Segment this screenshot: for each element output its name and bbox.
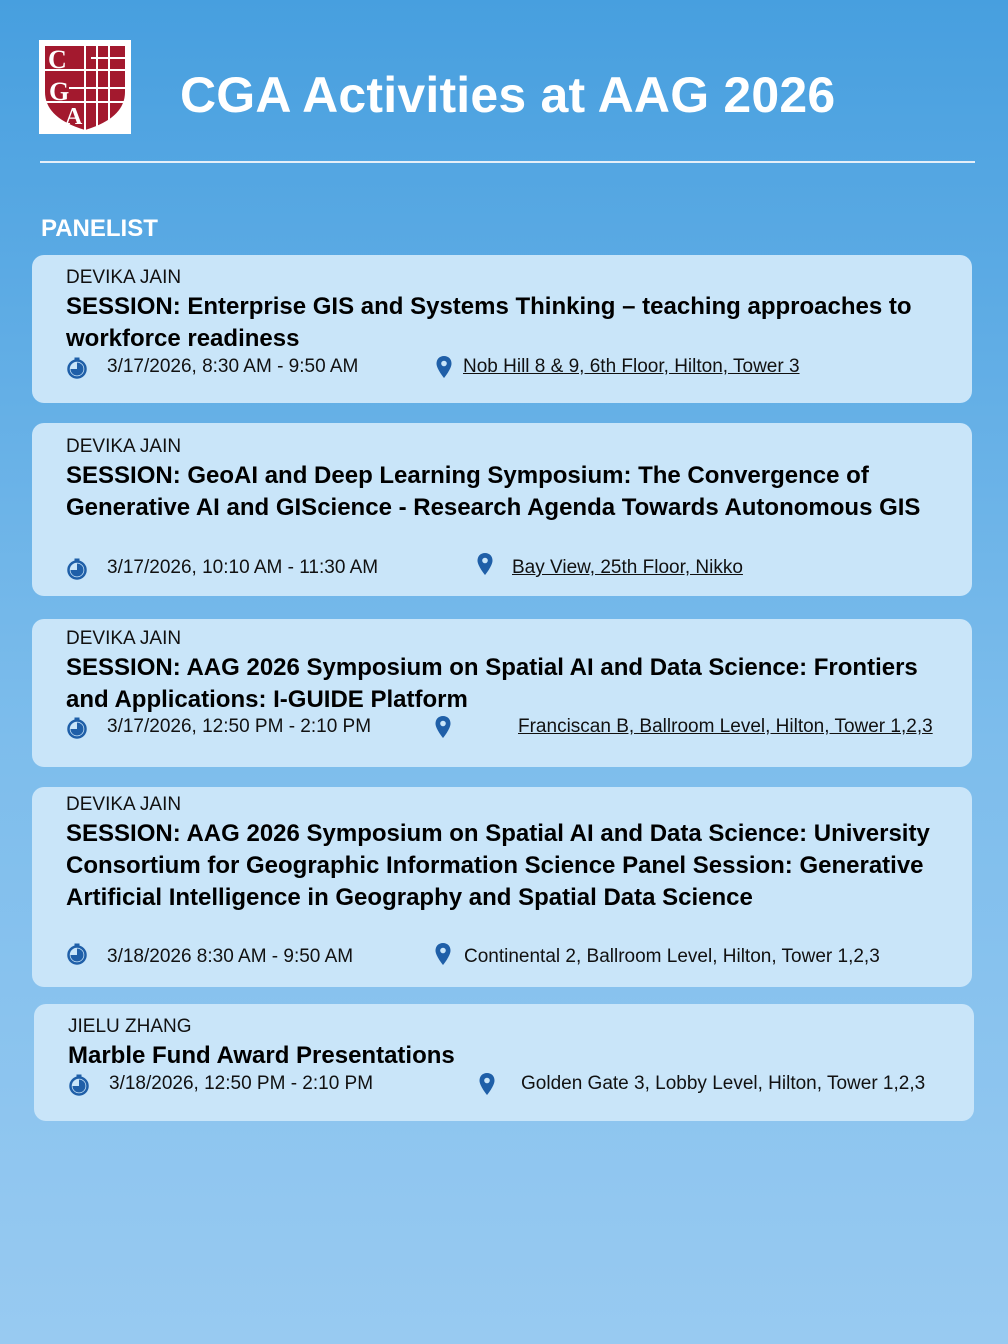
session-time: 3/17/2026, 10:10 AM - 11:30 AM	[107, 557, 379, 578]
panelist-name: DEVIKA JAIN	[66, 794, 182, 815]
location-pin-icon	[434, 942, 452, 966]
session-meta	[66, 355, 966, 381]
session-card	[32, 787, 972, 987]
session-time: 3/18/2026 8:30 AM - 9:50 AM	[107, 946, 354, 967]
session-meta	[68, 1072, 968, 1098]
clock-icon	[66, 558, 88, 580]
clock-icon	[66, 943, 88, 965]
session-location: Golden Gate 3, Lobby Level, Hilton, Tower 1,2,3	[521, 1073, 926, 1094]
session-title: SESSION: AAG 2026 Symposium on Spatial AI and Data Science: University Consortium for Geographic Information Science Panel Session: Generative Artificial Intelligence in Geography and Spatial Data Science	[66, 820, 930, 911]
session-meta	[66, 556, 966, 582]
session-location-link[interactable]: Nob Hill 8 & 9, 6th Floor, Hilton, Tower 3	[463, 356, 800, 377]
session-card	[32, 619, 972, 767]
session-time: 3/18/2026, 12:50 PM - 2:10 PM	[109, 1073, 374, 1094]
session-location-link[interactable]: Franciscan B, Ballroom Level, Hilton, Tower 1,2,3	[518, 716, 933, 737]
session-title: SESSION: Enterprise GIS and Systems Thinking – teaching approaches to workforce readiness	[66, 293, 912, 352]
session-time: 3/17/2026, 12:50 PM - 2:10 PM	[107, 716, 372, 737]
session-time: 3/17/2026, 8:30 AM - 9:50 AM	[107, 356, 359, 377]
location-pin-icon	[434, 715, 452, 739]
session-card	[32, 423, 972, 596]
session-card	[34, 1004, 974, 1121]
session-title: SESSION: GeoAI and Deep Learning Symposium: The Convergence of Generative AI and GIScience - Research Agenda Towards Autonomous GIS	[66, 462, 921, 521]
cga-logo	[39, 40, 131, 134]
logo-letter-a: A	[65, 104, 83, 130]
session-card	[32, 255, 972, 403]
logo-letter-c: C	[48, 45, 67, 74]
clock-icon	[66, 717, 88, 739]
location-pin-icon	[476, 552, 494, 576]
session-title: SESSION: AAG 2026 Symposium on Spatial AI and Data Science: Frontiers and Applications: I-GUIDE Platform	[66, 654, 918, 713]
session-location: Continental 2, Ballroom Level, Hilton, Tower 1,2,3	[464, 946, 880, 967]
clock-icon	[68, 1074, 90, 1096]
session-meta	[66, 945, 966, 971]
location-pin-icon	[435, 355, 453, 379]
panelist-name: DEVIKA JAIN	[66, 436, 182, 457]
panelist-name: DEVIKA JAIN	[66, 267, 182, 288]
header-divider	[40, 161, 975, 163]
clock-icon	[66, 357, 88, 379]
session-meta	[66, 715, 966, 741]
panelist-name: DEVIKA JAIN	[66, 628, 182, 649]
location-pin-icon	[478, 1072, 496, 1096]
panelist-name: JIELU ZHANG	[68, 1016, 192, 1037]
section-label-panelist: PANELIST	[41, 215, 158, 242]
session-title: Marble Fund Award Presentations	[68, 1042, 455, 1069]
session-location-link[interactable]: Bay View, 25th Floor, Nikko	[512, 557, 743, 578]
page-title: CGA Activities at AAG 2026	[180, 67, 836, 123]
cga-shield-icon	[39, 40, 131, 134]
logo-letter-g: G	[49, 77, 70, 106]
